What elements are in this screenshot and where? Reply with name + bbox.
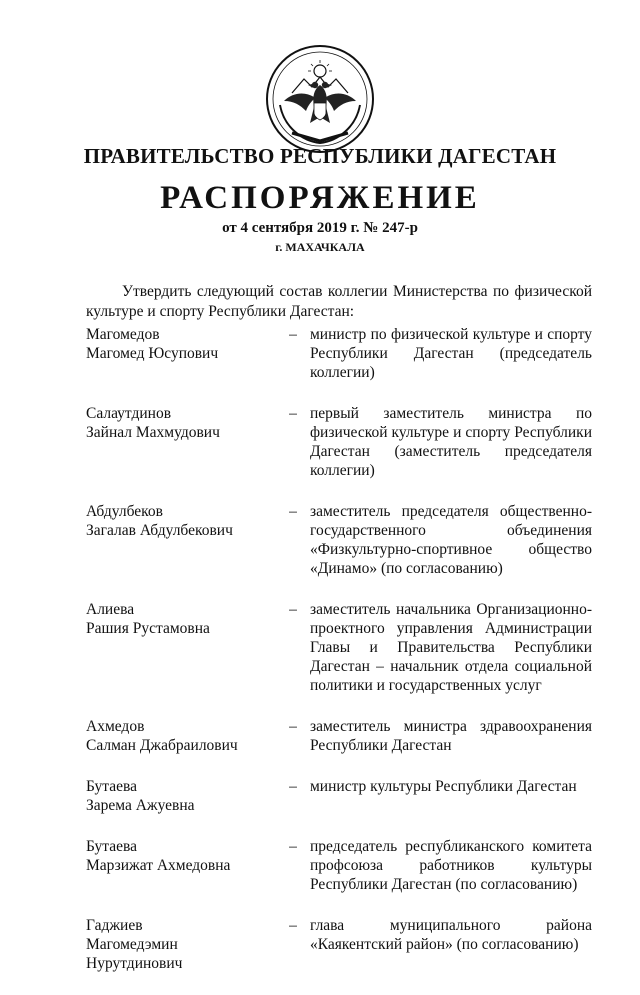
member-position: министр по физической культуре и спорту Республики Дагестан (председатель коллегии)	[310, 326, 592, 381]
member-position: заместитель начальника Организационно-проектного управления Администрации Главы и Правительства Республики Дагестан – начальник отдела социальной политики и государственных услуг	[310, 601, 592, 694]
member-given-name: Салман Джабраилович	[86, 737, 238, 754]
list-item	[86, 404, 592, 480]
member-position: министр культуры Республики Дагестан	[310, 778, 577, 795]
city: г. МАХАЧКАЛА	[275, 240, 365, 254]
member-surname: Магомедов	[86, 326, 160, 343]
dash: –	[289, 503, 297, 520]
member-name	[86, 916, 276, 973]
member-given-name: Зарема Ажуевна	[86, 797, 195, 814]
list-item	[86, 325, 592, 382]
list-item	[86, 502, 592, 578]
member-surname: Абдулбеков	[86, 503, 163, 520]
member-name	[86, 837, 276, 894]
member-given-name: Зайнал Махмудович	[86, 424, 220, 441]
dash: –	[289, 778, 297, 795]
dash: –	[289, 917, 297, 934]
member-surname: Бутаева	[86, 838, 137, 855]
member-given-name: Рашия Рустамовна	[86, 620, 210, 637]
member-position: заместитель председателя общественно-государственного объединения «Физкультурно-спортивное общество «Динамо» (по согласованию)	[310, 503, 592, 577]
list-item	[86, 717, 592, 755]
member-name	[86, 600, 276, 695]
dash: –	[289, 601, 297, 618]
member-position: заместитель министра здравоохранения Республики Дагестан	[310, 718, 592, 754]
government-title: ПРАВИТЕЛЬСТВО РЕСПУБЛИКИ ДАГЕСТАН	[83, 144, 557, 168]
document-type: РАСПОРЯЖЕНИЕ	[160, 180, 480, 216]
dash: –	[289, 326, 297, 343]
member-given-name: Магомедэмин Нурутдинович	[86, 936, 183, 972]
member-given-name: Магомед Юсупович	[86, 345, 219, 362]
member-surname: Гаджиев	[86, 917, 143, 934]
date-number: от 4 сентября 2019 г. № 247-р	[222, 220, 418, 236]
member-position: первый заместитель министра по физической культуре и спорту Республики Дагестан (заместитель председателя коллегии)	[310, 405, 592, 479]
dash: –	[289, 718, 297, 735]
member-surname: Алиева	[86, 601, 135, 618]
member-name	[86, 777, 276, 815]
member-name	[86, 717, 276, 755]
member-name	[86, 325, 276, 382]
dash: –	[289, 838, 297, 855]
member-name	[86, 404, 276, 480]
intro-paragraph: Утвердить следующий состав коллегии Министерства по физической культуре и спорту Республики Дагестан:	[86, 283, 592, 320]
member-surname: Ахмедов	[86, 718, 145, 735]
list-item	[86, 600, 592, 695]
members-list	[86, 325, 592, 995]
list-item	[86, 777, 592, 815]
member-given-name: Загалав Абдулбекович	[86, 522, 233, 539]
dash: –	[289, 405, 297, 422]
member-position: глава муниципального района «Каякентский район» (по согласованию)	[310, 917, 592, 953]
list-item	[86, 837, 592, 894]
member-name	[86, 502, 276, 578]
member-given-name: Марзижат Ахмедовна	[86, 857, 231, 874]
coat-of-arms-icon	[262, 41, 378, 157]
list-item	[86, 916, 592, 973]
member-surname: Бутаева	[86, 778, 137, 795]
member-position: председатель республиканского комитета профсоюза работников культуры Республики Дагестан (по согласованию)	[310, 838, 592, 893]
member-surname: Салаутдинов	[86, 405, 172, 422]
